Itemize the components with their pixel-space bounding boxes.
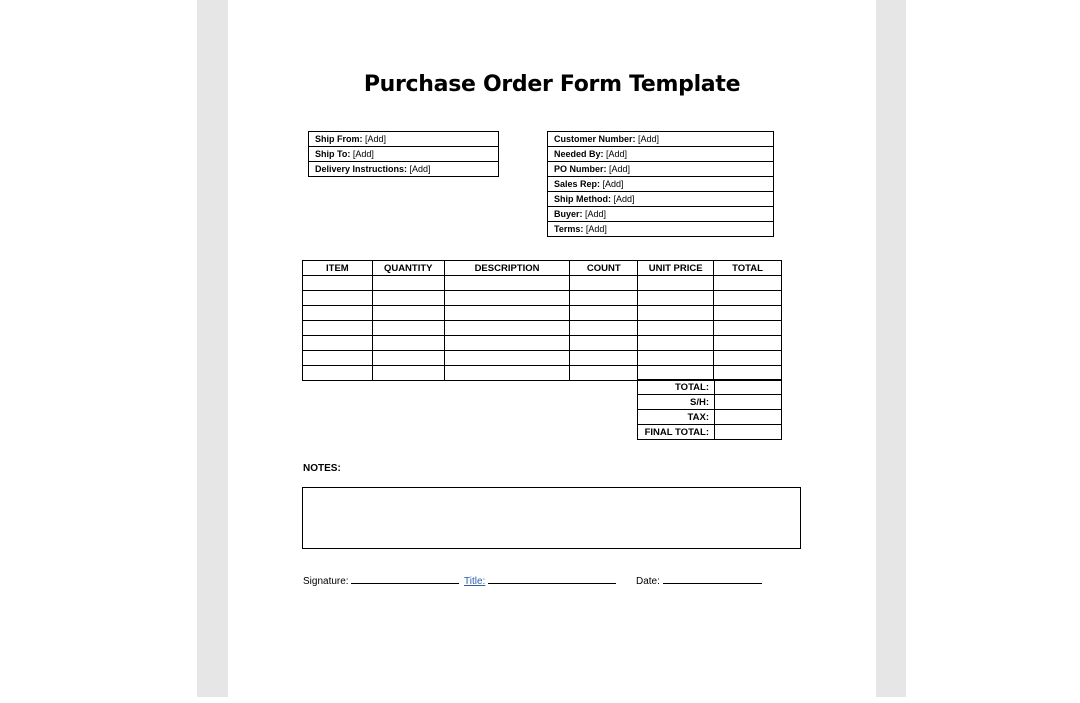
- field-label: Ship Method:: [554, 193, 611, 204]
- info-cell[interactable]: [548, 147, 774, 162]
- totals-row: [638, 425, 782, 440]
- field-value[interactable]: [Add]: [606, 148, 628, 159]
- table-cell[interactable]: [303, 306, 373, 321]
- totals-label: TOTAL:: [638, 380, 715, 395]
- info-cell[interactable]: [548, 132, 774, 147]
- table-cell[interactable]: [638, 306, 714, 321]
- field-value[interactable]: [Add]: [638, 133, 660, 144]
- column-header: UNIT PRICE: [638, 261, 714, 276]
- notes-box[interactable]: [302, 487, 801, 549]
- table-cell[interactable]: [303, 276, 373, 291]
- table-cell[interactable]: [444, 351, 570, 366]
- date-field[interactable]: [636, 573, 762, 587]
- field-label: Ship From:: [315, 133, 363, 144]
- totals-label: FINAL TOTAL:: [638, 425, 715, 440]
- info-row: [309, 162, 499, 177]
- totals-row: [638, 380, 782, 395]
- info-row: [548, 222, 774, 237]
- totals-row: [638, 395, 782, 410]
- column-header: TOTAL: [714, 261, 782, 276]
- info-row: [548, 162, 774, 177]
- field-label: Needed By:: [554, 148, 604, 159]
- totals-value[interactable]: [715, 425, 782, 440]
- field-label: Sales Rep:: [554, 178, 601, 189]
- field-label: PO Number:: [554, 163, 607, 174]
- totals-row: [638, 410, 782, 425]
- table-cell[interactable]: [303, 336, 373, 351]
- field-label: Customer Number:: [554, 133, 636, 144]
- field-value[interactable]: [Add]: [613, 193, 635, 204]
- title-line[interactable]: [488, 573, 616, 584]
- table-row: [303, 351, 782, 366]
- date-line[interactable]: [663, 573, 762, 584]
- field-value[interactable]: [Add]: [602, 178, 624, 189]
- table-cell[interactable]: [570, 306, 638, 321]
- info-cell[interactable]: [548, 207, 774, 222]
- table-row: [303, 276, 782, 291]
- field-label: Terms:: [554, 223, 584, 234]
- table-cell[interactable]: [444, 336, 570, 351]
- column-header: QUANTITY: [372, 261, 444, 276]
- table-row: [303, 306, 782, 321]
- table-cell[interactable]: [372, 336, 444, 351]
- right-page-gutter: [876, 0, 906, 697]
- notes-label: NOTES:: [303, 463, 341, 474]
- table-cell[interactable]: [372, 351, 444, 366]
- table-cell[interactable]: [638, 351, 714, 366]
- totals-value[interactable]: [715, 395, 782, 410]
- signature-field[interactable]: [303, 573, 459, 587]
- table-row: [303, 321, 782, 336]
- info-cell[interactable]: [548, 177, 774, 192]
- ship-info-table: [308, 131, 499, 177]
- table-cell[interactable]: [570, 351, 638, 366]
- field-value[interactable]: [Add]: [585, 208, 607, 219]
- signature-line[interactable]: [351, 573, 459, 584]
- date-label: Date:: [636, 576, 660, 587]
- order-info-table: [547, 131, 774, 237]
- field-label: Buyer:: [554, 208, 583, 219]
- table-cell[interactable]: [570, 321, 638, 336]
- signature-label: Signature:: [303, 576, 349, 587]
- totals-label: TAX:: [638, 410, 715, 425]
- column-header: ITEM: [303, 261, 373, 276]
- table-cell[interactable]: [372, 276, 444, 291]
- document-title: Purchase Order Form Template: [363, 72, 741, 97]
- table-cell[interactable]: [714, 336, 782, 351]
- info-cell[interactable]: [548, 192, 774, 207]
- field-value[interactable]: [Add]: [609, 163, 631, 174]
- totals-value[interactable]: [715, 410, 782, 425]
- field-value[interactable]: [Add]: [585, 223, 607, 234]
- table-cell[interactable]: [372, 306, 444, 321]
- field-value[interactable]: [Add]: [352, 148, 374, 159]
- field-label: Ship To:: [315, 148, 351, 159]
- items-header-row: [303, 261, 782, 276]
- info-cell[interactable]: [309, 162, 499, 177]
- table-cell[interactable]: [638, 321, 714, 336]
- table-cell[interactable]: [638, 291, 714, 306]
- column-header: DESCRIPTION: [444, 261, 570, 276]
- table-cell[interactable]: [570, 291, 638, 306]
- info-row: [548, 207, 774, 222]
- table-cell[interactable]: [570, 276, 638, 291]
- title-label: Title:: [464, 576, 486, 587]
- table-cell[interactable]: [714, 276, 782, 291]
- title-field[interactable]: [464, 573, 616, 587]
- table-cell[interactable]: [303, 366, 373, 381]
- table-cell[interactable]: [444, 306, 570, 321]
- info-row: [309, 147, 499, 162]
- totals-table: [637, 379, 782, 440]
- info-cell[interactable]: [309, 132, 499, 147]
- field-value[interactable]: [Add]: [365, 133, 387, 144]
- table-cell[interactable]: [444, 366, 570, 381]
- table-cell[interactable]: [372, 291, 444, 306]
- table-row: [303, 336, 782, 351]
- table-cell[interactable]: [444, 276, 570, 291]
- table-cell[interactable]: [714, 321, 782, 336]
- table-cell[interactable]: [638, 276, 714, 291]
- info-cell[interactable]: [548, 222, 774, 237]
- totals-label: S/H:: [638, 395, 715, 410]
- info-row: [548, 177, 774, 192]
- column-header: COUNT: [570, 261, 638, 276]
- table-cell[interactable]: [372, 366, 444, 381]
- field-value[interactable]: [Add]: [409, 163, 431, 174]
- left-page-gutter: [197, 0, 228, 697]
- info-row: [548, 192, 774, 207]
- info-row: [548, 147, 774, 162]
- info-cell[interactable]: [548, 162, 774, 177]
- table-cell[interactable]: [303, 291, 373, 306]
- table-cell[interactable]: [570, 366, 638, 381]
- table-row: [303, 291, 782, 306]
- table-cell[interactable]: [444, 291, 570, 306]
- table-cell[interactable]: [570, 336, 638, 351]
- table-cell[interactable]: [714, 291, 782, 306]
- field-label: Delivery Instructions:: [315, 163, 408, 174]
- table-cell[interactable]: [714, 351, 782, 366]
- table-cell[interactable]: [444, 321, 570, 336]
- table-cell[interactable]: [372, 321, 444, 336]
- info-row: [309, 132, 499, 147]
- table-cell[interactable]: [303, 321, 373, 336]
- totals-value[interactable]: [715, 380, 782, 395]
- info-row: [548, 132, 774, 147]
- table-cell[interactable]: [638, 336, 714, 351]
- table-cell[interactable]: [714, 306, 782, 321]
- items-table: [302, 260, 782, 381]
- table-cell[interactable]: [303, 351, 373, 366]
- info-cell[interactable]: [309, 147, 499, 162]
